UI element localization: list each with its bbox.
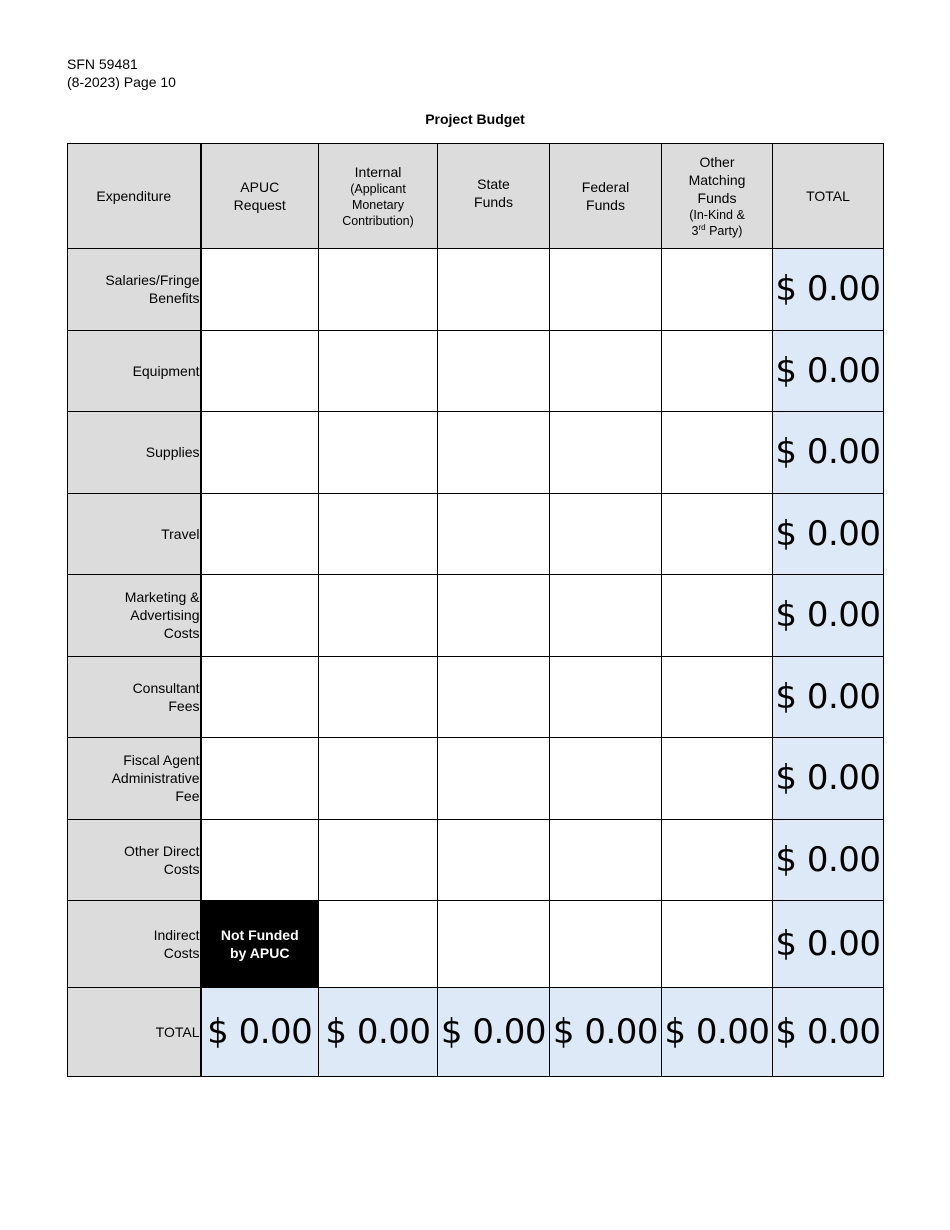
other-matching-total: $ 0.00: [662, 988, 773, 1077]
row-travel: [68, 493, 884, 575]
state-funds-input[interactable]: [438, 575, 550, 657]
row-other-direct-costs: [68, 819, 884, 901]
header-row: [68, 144, 884, 249]
row-salaries-fringe: [68, 249, 884, 331]
apuc-request-input[interactable]: [201, 656, 319, 738]
federal-funds-input[interactable]: [550, 656, 662, 738]
row-fiscal-agent-fee: [68, 738, 884, 820]
apuc-request-input[interactable]: [201, 330, 319, 412]
apuc-request-input[interactable]: [201, 412, 319, 494]
apuc-request-input[interactable]: [201, 575, 319, 657]
federal-funds-input[interactable]: [550, 412, 662, 494]
not-funded-by-apuc-cell: Not Funded by APUC: [201, 901, 319, 988]
row-label: Indirect Costs: [68, 901, 201, 988]
row-label: Salaries/Fringe Benefits: [68, 249, 201, 331]
row-total: $ 0.00: [773, 330, 884, 412]
federal-funds-input[interactable]: [550, 819, 662, 901]
row-label: Travel: [68, 493, 201, 575]
col-header-apuc-request: APUC Request: [201, 144, 319, 249]
other-matching-input[interactable]: [662, 249, 773, 331]
state-funds-input[interactable]: [438, 412, 550, 494]
federal-funds-input[interactable]: [550, 249, 662, 331]
internal-input[interactable]: [319, 493, 438, 575]
internal-input[interactable]: [319, 656, 438, 738]
row-label: Supplies: [68, 412, 201, 494]
row-consultant-fees: [68, 656, 884, 738]
form-identifier: [67, 55, 176, 91]
row-label: Equipment: [68, 330, 201, 412]
state-funds-input[interactable]: [438, 901, 550, 988]
other-matching-input[interactable]: [662, 575, 773, 657]
form-number: SFN 59481: [67, 56, 138, 72]
state-funds-input[interactable]: [438, 249, 550, 331]
state-funds-input[interactable]: [438, 819, 550, 901]
row-marketing-advertising: [68, 575, 884, 657]
internal-input[interactable]: [319, 330, 438, 412]
apuc-request-input[interactable]: [201, 738, 319, 820]
row-supplies: [68, 412, 884, 494]
other-matching-input[interactable]: [662, 656, 773, 738]
federal-funds-input[interactable]: [550, 738, 662, 820]
other-matching-input[interactable]: [662, 819, 773, 901]
row-total: $ 0.00: [773, 412, 884, 494]
row-indirect-costs: [68, 901, 884, 988]
state-funds-total: $ 0.00: [438, 988, 550, 1077]
other-matching-input[interactable]: [662, 901, 773, 988]
row-label: Fiscal Agent Administrative Fee: [68, 738, 201, 820]
form-revision-page: (8-2023) Page 10: [67, 74, 176, 90]
state-funds-input[interactable]: [438, 656, 550, 738]
row-total: $ 0.00: [773, 738, 884, 820]
row-total: $ 0.00: [773, 901, 884, 988]
federal-funds-input[interactable]: [550, 901, 662, 988]
internal-input[interactable]: [319, 738, 438, 820]
internal-input[interactable]: [319, 575, 438, 657]
col-header-expenditure: Expenditure: [68, 144, 201, 249]
col-header-state-funds: State Funds: [438, 144, 550, 249]
internal-input[interactable]: [319, 249, 438, 331]
row-label: Consultant Fees: [68, 656, 201, 738]
federal-funds-total: $ 0.00: [550, 988, 662, 1077]
totals-row: [68, 988, 884, 1077]
row-label: Marketing & Advertising Costs: [68, 575, 201, 657]
col-header-federal-funds: Federal Funds: [550, 144, 662, 249]
col-header-internal: Internal (Applicant Monetary Contribution): [319, 144, 438, 249]
other-matching-input[interactable]: [662, 330, 773, 412]
apuc-request-total: $ 0.00: [201, 988, 319, 1077]
internal-total: $ 0.00: [319, 988, 438, 1077]
state-funds-input[interactable]: [438, 738, 550, 820]
project-budget-table: [67, 143, 884, 1077]
row-total: $ 0.00: [773, 575, 884, 657]
row-label: Other Direct Costs: [68, 819, 201, 901]
other-matching-input[interactable]: [662, 738, 773, 820]
grand-total: $ 0.00: [773, 988, 884, 1077]
row-total: $ 0.00: [773, 819, 884, 901]
col-header-other-matching-funds: Other Matching Funds (In-Kind & 3rd Party): [662, 144, 773, 249]
apuc-request-input[interactable]: [201, 819, 319, 901]
internal-input[interactable]: [319, 412, 438, 494]
internal-input[interactable]: [319, 901, 438, 988]
col-header-total: TOTAL: [773, 144, 884, 249]
internal-input[interactable]: [319, 819, 438, 901]
row-total: $ 0.00: [773, 249, 884, 331]
federal-funds-input[interactable]: [550, 330, 662, 412]
other-matching-input[interactable]: [662, 493, 773, 575]
apuc-request-input[interactable]: [201, 493, 319, 575]
other-matching-input[interactable]: [662, 412, 773, 494]
page-title: Project Budget: [425, 111, 525, 127]
row-equipment: [68, 330, 884, 412]
federal-funds-input[interactable]: [550, 493, 662, 575]
state-funds-input[interactable]: [438, 330, 550, 412]
state-funds-input[interactable]: [438, 493, 550, 575]
row-total: $ 0.00: [773, 656, 884, 738]
totals-label: TOTAL: [68, 988, 201, 1077]
federal-funds-input[interactable]: [550, 575, 662, 657]
row-total: $ 0.00: [773, 493, 884, 575]
apuc-request-input[interactable]: [201, 249, 319, 331]
